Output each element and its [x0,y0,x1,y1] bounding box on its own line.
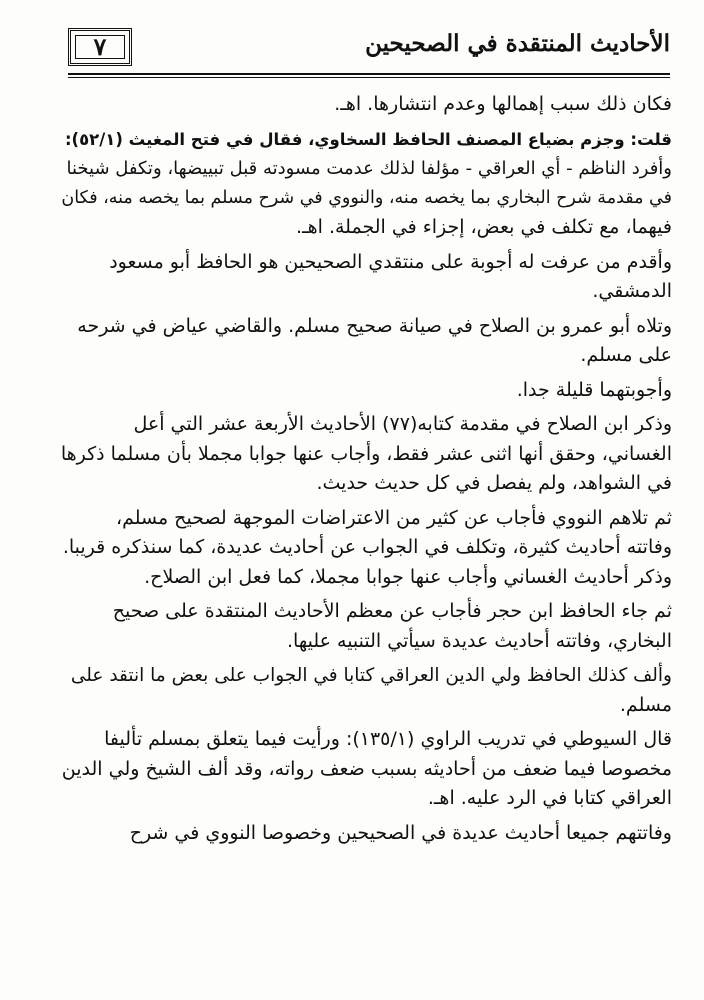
text-line: على مسلم. [580,344,672,366]
text-line: البخاري، وفاتته أحاديث عديدة سيأتي التنبيه عليها. [287,629,672,652]
text-line: العراقي كتابا في الرد عليه. اهـ. [427,787,672,809]
body-text [60,90,672,848]
text-line: ثم جاء الحافظ ابن حجر فأجاب عن معظم الأحاديث المنتقدة على صحيح [112,600,672,622]
text-line: مسلم. [619,693,672,716]
text-line: في الشواهد، ولم يفصل في كل حديث حديث. [316,472,672,494]
text-line: وأفرد الناظم - أي العراقي - مؤلفا لذلك عدمت مسودته قبل تبييضها، وتكفل شيخنا [66,158,672,179]
text-line: وذكر أحاديث الغساني وأجاب عنها جوابا مجملا، كما فعل ابن الصلاح. [144,565,672,588]
text-line: وفاتتهم جميعا أحاديث عديدة في الصحيحين وخصوصا النووي في شرح [129,821,672,844]
text-line: وألف كذلك الحافظ ولي الدين العراقي كتابا في الجواب على بعض ما انتقد على [70,665,672,686]
running-title: الأحاديث المنتقدة في الصحيحين [365,30,670,57]
text-line: مخصوصا فيما ضعف من أحاديثه بسبب ضعف رواته، وقد ألف الشيخ ولي الدين [61,757,672,780]
text-line: الدمشقي. [592,280,672,302]
page-number-frame [68,28,132,66]
text-line: وفاتته أحاديث كثيرة، وتكلف في الجواب عن أحاديث عديدة، كما سنذكره قريبا. [62,536,672,558]
text-line: وذكر ابن الصلاح في مقدمة كتابه(٧٧) الأحاديث الأربعة عشر التي أعل [133,413,672,435]
page-header [68,28,670,72]
text-line: ثم تلاهم النووي فأجاب عن كثير من الاعتراضات الموجهة لصحيح مسلم، [115,506,672,529]
text-line: قلت: وجزم بضياع المصنف الحافظ السخاوي، فقال في فتح المغيث (٥٢/١): [64,129,672,149]
page-number: ٧ [93,32,107,61]
text-line: وأجوبتهما قليلة جدا. [516,378,672,401]
text-line: وتلاه أبو عمرو بن الصلاح في صيانة صحيح مسلم. والقاضي عياض في شرحه [77,314,672,337]
text-line: وأقدم من عرفت له أجوبة على منتقدي الصحيحين هو الحافظ أبو مسعود [109,250,672,273]
text-line: فيهما، مع تكلف في بعض، إجزاء في الجملة. اهـ. [296,216,672,238]
header-rule-thin [68,77,670,78]
text-line: فكان ذلك سبب إهمالها وعدم انتشارها. اهـ. [334,93,672,115]
header-rule [68,73,670,75]
text-line: الغساني، وحقق أنها اثنى عشر فقط، وأجاب عنها جوابا مجملا بأن مسلما ذكرها [60,442,672,465]
text-line: في مقدمة شرح البخاري بما يخصه منه، والنووي في شرح مسلم بما يخصه منه، فكان [61,187,672,208]
text-line: قال السيوطي في تدريب الراوي (١٣٥/١): ورأيت فيما يتعلق بمسلم تأليفا [104,728,672,750]
